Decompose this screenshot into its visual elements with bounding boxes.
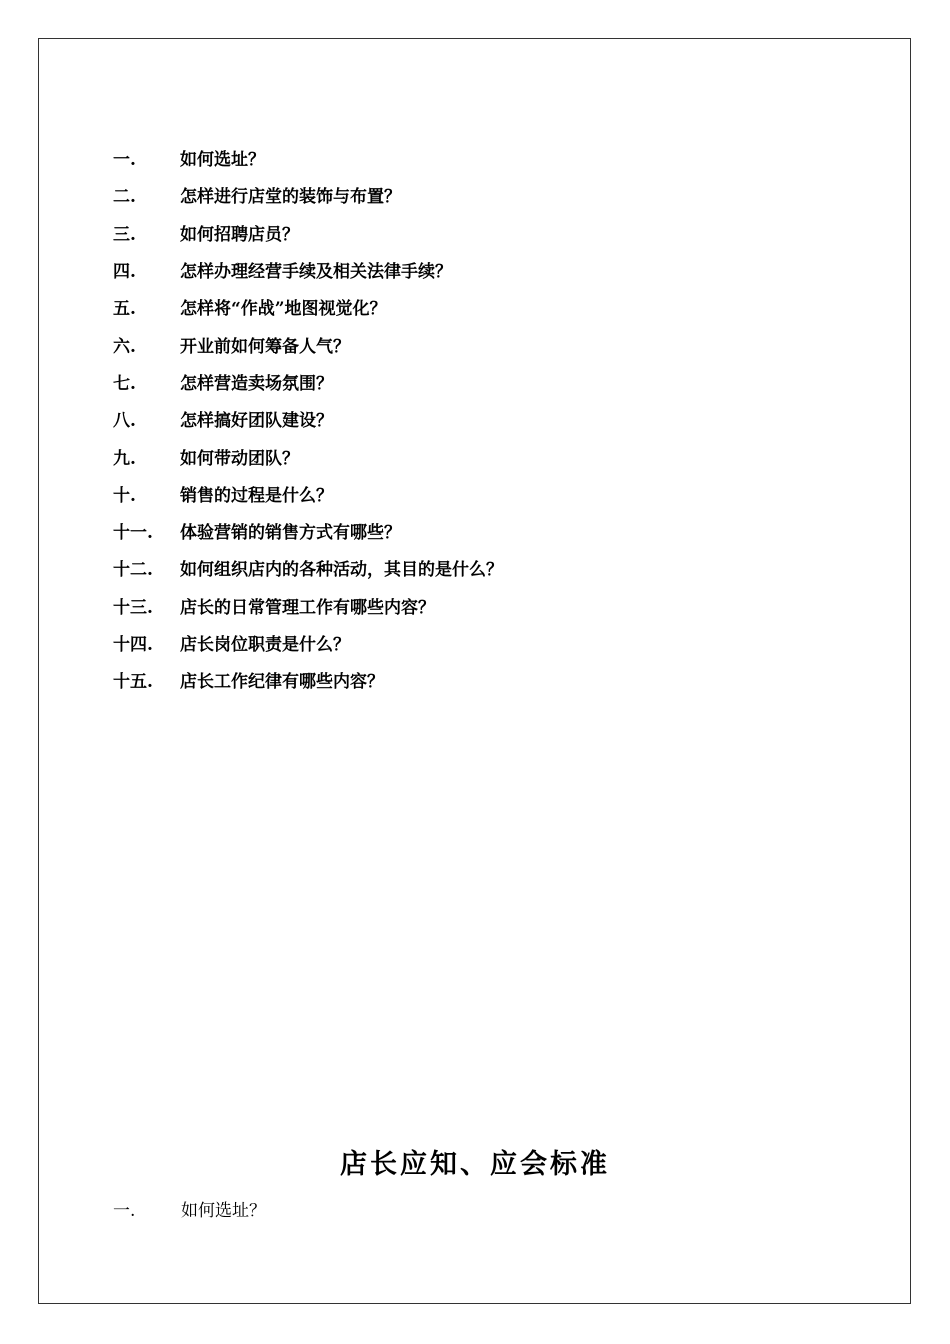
toc-item-number: 十四.: [113, 635, 153, 655]
toc-item-number: 二.: [113, 187, 136, 208]
toc-item: [113, 437, 503, 474]
toc-item-text: 如何带动团队？: [180, 448, 299, 469]
toc-item-text: 销售的过程是什么？: [180, 485, 333, 506]
toc-item-number: 八.: [113, 411, 136, 432]
toc-item-text: 怎样营造卖场氛围？: [180, 373, 333, 394]
toc-item-text: 怎样搞好团队建设？: [180, 411, 333, 432]
toc-item-number: 六.: [113, 336, 136, 357]
toc-item-number: 四.: [113, 262, 136, 283]
toc-item-text: 如何选址？: [180, 150, 265, 171]
toc-item-text: 怎样进行店堂的装饰与布置？: [180, 187, 401, 208]
toc-item-text: 店长岗位职责是什么？: [180, 635, 350, 655]
toc-item: [113, 363, 503, 400]
toc-item-text: 怎样办理经营手续及相关法律手续？: [180, 262, 452, 283]
section-title: 店长应知、应会标准: [340, 1149, 610, 1180]
toc-item-text: 开业前如何筹备人气？: [180, 336, 350, 357]
toc-item-number: 十一.: [113, 523, 153, 544]
toc-item: [113, 251, 503, 288]
toc-item-text: 体验营销的销售方式有哪些？: [180, 523, 401, 544]
toc-item: [113, 549, 503, 586]
toc-item: [113, 512, 503, 549]
toc-item: [113, 587, 503, 624]
toc-item-number: 七.: [113, 373, 136, 394]
section-first-item-number: 一.: [113, 1201, 136, 1221]
toc-item-number: 十二.: [113, 560, 153, 581]
toc-item-text: 如何招聘店员？: [180, 224, 299, 245]
toc-item: [113, 288, 503, 325]
toc-item-number: 一.: [113, 150, 136, 171]
section-first-item: [113, 1196, 266, 1221]
toc-item: [113, 475, 503, 512]
toc-item: [113, 325, 503, 362]
toc-item-number: 十.: [113, 485, 136, 506]
toc-item-text: 店长的日常管理工作有哪些内容？: [180, 597, 435, 618]
toc-item-number: 九.: [113, 448, 136, 469]
toc-item: [113, 176, 503, 213]
toc-item-text: 店长工作纪律有哪些内容？: [180, 672, 384, 693]
section-first-item-text: 如何选址？: [181, 1201, 266, 1221]
toc-item-number: 三.: [113, 224, 136, 245]
table-of-contents: [113, 139, 503, 698]
toc-item-number: 五.: [113, 299, 136, 320]
toc-item: [113, 214, 503, 251]
toc-item: [113, 400, 503, 437]
toc-item: [113, 624, 503, 661]
toc-item-text: 怎样将“作战”地图视觉化？: [180, 299, 387, 320]
toc-item-number: 十三.: [113, 597, 153, 618]
toc-item: [113, 139, 503, 176]
toc-item: [113, 661, 503, 698]
toc-item-text: 如何组织店内的各种活动，其目的是什么？: [180, 560, 503, 581]
toc-item-number: 十五.: [113, 672, 153, 693]
